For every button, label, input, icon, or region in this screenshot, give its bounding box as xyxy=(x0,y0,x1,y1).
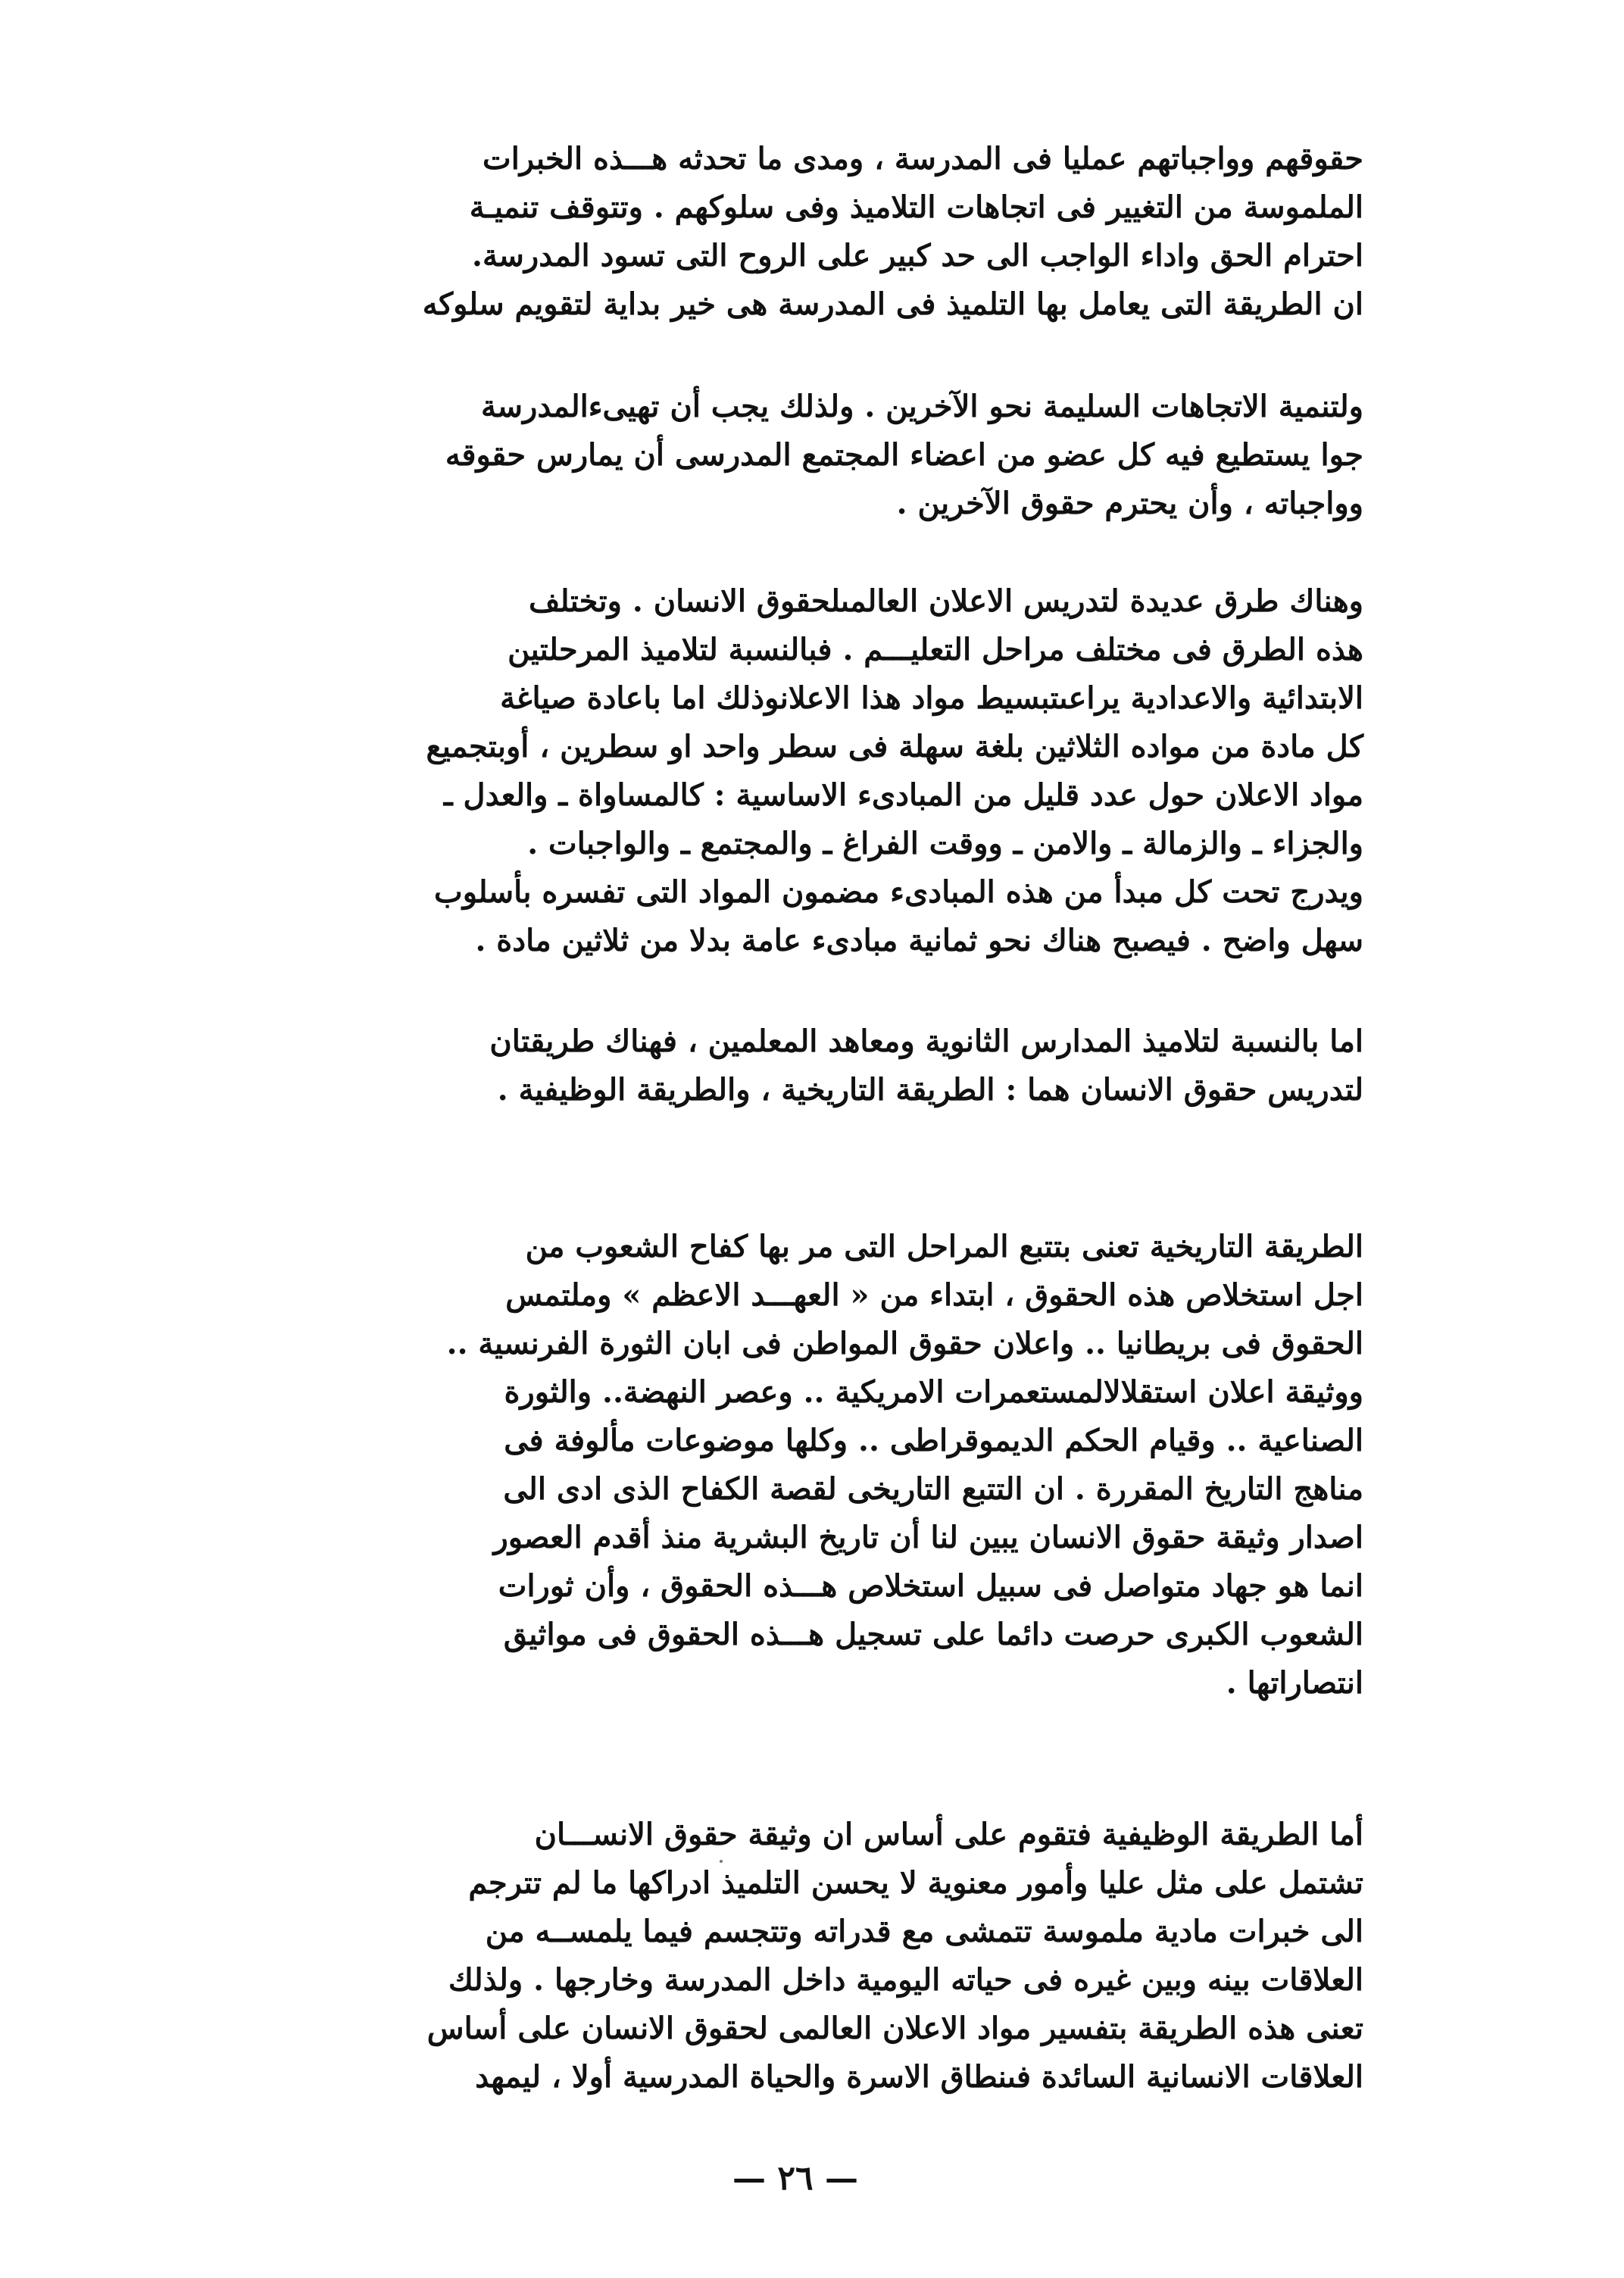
text-line: تشتمل على مثل عليا وأمور معنوية لا يحسن التلميذ ادراكها ما لم تترجم xyxy=(468,1865,1363,1901)
paragraph-4 xyxy=(227,1017,1363,1114)
paragraph-5 xyxy=(227,1223,1363,1708)
paragraph-2 xyxy=(227,383,1363,528)
text-line: الملموسة من التغيير فى اتجاهات التلاميذ وفى سلوكهم . وتتوقف تنميـة xyxy=(469,189,1363,225)
text-line: أما الطريقة الوظيفية فتقوم على أساس ان وثيقة حقوق الانســـان xyxy=(534,1817,1363,1852)
text-line: لتدريس حقوق الانسان هما : الطريقة التاريخية ، والطريقة الوظيفية . xyxy=(497,1072,1363,1108)
text-line: تعنى هذه الطريقة بتفسير مواد الاعلان العالمى لحقوق الانسان على أساس xyxy=(426,2011,1363,2046)
text-line: الابتدائية والاعدادية يراعىتبسيط مواد هذا الاعلانوذلك اما باعادة صياغة xyxy=(500,680,1363,716)
paragraph-6 xyxy=(227,1811,1363,2101)
scan-speck xyxy=(720,1860,723,1863)
text-line: اما بالنسبة لتلاميذ المدارس الثانوية ومعاهد المعلمين ، فهناك طريقتان xyxy=(489,1023,1363,1059)
text-line: وواجباته ، وأن يحترم حقوق الآخرين . xyxy=(896,486,1363,521)
text-line: هذه الطرق فى مختلف مراحل التعليـــم . فبالنسبة لتلاميذ المرحلتين xyxy=(508,632,1363,667)
text-line: الى خبرات مادية ملموسة تتمشى مع قدراته وتتجسم فيما يلمســه من xyxy=(485,1914,1363,1949)
text-line: اجل استخلاص هذه الحقوق ، ابتداء من « العهـــد الاعظم » وملتمس xyxy=(505,1277,1363,1313)
text-line: ويدرج تحت كل مبدأ من هذه المبادىء مضمون المواد التى تفسره بأسلوب xyxy=(434,874,1363,910)
text-line: الشعوب الكبرى حرصت دائما على تسجيل هـــذه الحقوق فى مواثيق xyxy=(503,1617,1363,1652)
text-line: انتصاراتها . xyxy=(1226,1665,1363,1701)
text-line: ولتنمية الاتجاهات السليمة نحو الآخرين . ولذلك يجب أن تهيىءالمدرسة xyxy=(481,389,1363,424)
text-line: الطريقة التاريخية تعنى بتتبع المراحل التى مر بها كفاح الشعوب من xyxy=(525,1229,1363,1264)
text-line: مناهج التاريخ المقررة . ان التتبع التاريخى لقصة الكفاح الذى ادى الى xyxy=(503,1471,1363,1507)
text-line: مواد الاعلان حول عدد قليل من المبادىء الاساسية : كالمساواة ـ والعدل ـ xyxy=(443,777,1363,813)
text-line: وهناك طرق عديدة لتدريس الاعلان العالمىلحقوق الانسان . وتختلف xyxy=(528,583,1363,619)
text-line: ان الطريقة التى يعامل بها التلميذ فى المدرسة هى خير بداية لتقويم سلوكه xyxy=(422,286,1363,322)
text-line: كل مادة من مواده الثلاثين بلغة سهلة فى سطر واحد او سطرين ، أوبتجميع xyxy=(426,729,1363,764)
text-line: جوا يستطيع فيه كل عضو من اعضاء المجتمع المدرسى أن يمارس حقوقه xyxy=(445,437,1363,473)
text-line: الصناعية .. وقيام الحكم الديموقراطى .. وكلها موضوعات مألوفة فى xyxy=(504,1423,1363,1458)
text-line: سهل واضح . فيصبح هناك نحو ثمانية مبادىء عامة بدلا من ثلاثين مادة . xyxy=(475,923,1363,958)
text-line: الحقوق فى بريطانيا .. واعلان حقوق المواطن فى ابان الثورة الفرنسية .. xyxy=(446,1326,1363,1361)
text-line: حقوقهم وواجباتهم عمليا فى المدرسة ، ومدى ما تحدثه هـــذه الخبرات xyxy=(483,141,1363,177)
page-number: — ٢٦ — xyxy=(732,2159,858,2198)
document-page xyxy=(227,114,1363,2198)
text-line: اصدار وثيقة حقوق الانسان يبين لنا أن تاريخ البشرية منذ أقدم العصور xyxy=(493,1520,1363,1555)
text-line: ووثيقة اعلان استقلالالمستعمرات الامريكية .. وعصر النهضة.. والثورة xyxy=(504,1374,1363,1410)
paragraph-1 xyxy=(227,135,1363,329)
text-line: العلاقات الانسانية السائدة فىنطاق الاسرة والحياة المدرسية أولا ، ليمهد xyxy=(475,2059,1363,2095)
text-line: انما هو جهاد متواصل فى سبيل استخلاص هـــذه الحقوق ، وأن ثورات xyxy=(498,1568,1363,1604)
text-line: العلاقات بينه وبين غيره فى حياته اليومية داخل المدرسة وخارجها . ولذلك xyxy=(448,1962,1363,1998)
text-line: احترام الحق واداء الواجب الى حد كبير على الروح التى تسود المدرسة. xyxy=(472,238,1363,273)
paragraph-3 xyxy=(227,577,1363,965)
text-line: والجزاء ـ والزمالة ـ والامن ـ ووقت الفراغ ـ والمجتمع ـ والواجبات . xyxy=(527,826,1363,861)
